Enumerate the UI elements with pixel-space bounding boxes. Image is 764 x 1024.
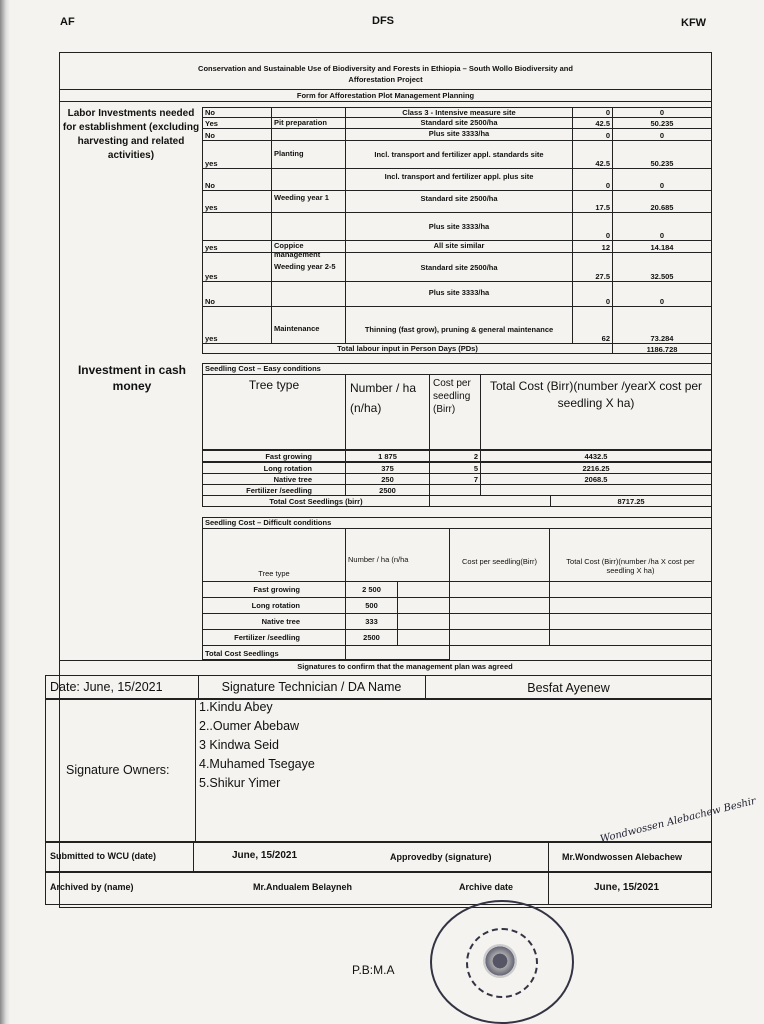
labor-description: Plus site 3333/ha [345, 281, 573, 307]
labor-description: All site similar [345, 240, 573, 253]
difficult-header-cost: Cost per seedling(Birr) [449, 528, 550, 582]
approved-label: Approvedby (signature) [390, 852, 492, 862]
labor-flag: No [202, 107, 272, 118]
difficult-total-blank [345, 645, 450, 660]
labor-description: Standard site 2500/ha [345, 252, 573, 282]
labor-flag [202, 212, 272, 241]
labor-activity: Maintenance [271, 306, 346, 344]
labor-activity: Pit preparation [271, 117, 346, 129]
submitted-date: June, 15/2021 [232, 850, 298, 861]
footer-initials: P.B:M.A [352, 963, 395, 977]
labor-value-total: 0 [612, 107, 712, 118]
owner-name: 5.Shikur Yimer [199, 776, 281, 790]
easy-number: 2500 [345, 484, 430, 496]
labor-flag: yes [202, 240, 272, 253]
labor-value-total: 32.505 [612, 252, 712, 282]
difficult-total [549, 613, 712, 630]
labor-value-total: 0 [612, 281, 712, 307]
labor-value-pd: 27.5 [572, 252, 613, 282]
easy-cost: 7 [429, 473, 481, 485]
easy-total-value: 8717.25 [550, 495, 712, 507]
difficult-tree-type: Fast growing [202, 581, 346, 598]
easy-tree-type: Native tree [202, 473, 346, 485]
easy-total-blank [429, 495, 551, 507]
total-labour-value: 1186.728 [612, 343, 712, 354]
labor-value-pd: 42.5 [572, 117, 613, 129]
labor-value-pd: 0 [572, 107, 613, 118]
difficult-number: 2500 [345, 629, 398, 646]
difficult-number: 2 500 [345, 581, 398, 598]
labor-value-pd: 0 [572, 128, 613, 141]
labor-value-pd: 17.5 [572, 190, 613, 213]
labor-flag: Yes [202, 117, 272, 129]
difficult-total [549, 597, 712, 614]
labor-value-total: 14.184 [612, 240, 712, 253]
approved-name: Mr.Wondwossen Alebachew [562, 852, 683, 862]
labor-value-total: 0 [612, 168, 712, 191]
labor-description: Incl. transport and fertilizer appl. standards site [345, 140, 573, 169]
easy-total-label: Total Cost Seedlings (birr) [202, 495, 430, 507]
difficult-total-label: Total Cost Seedlings [202, 645, 346, 660]
labor-value-total: 73.284 [612, 306, 712, 344]
stamp-emblem [483, 944, 517, 978]
cash-investment-label: Investment in cash money [77, 363, 187, 393]
difficult-blank [397, 613, 450, 630]
archived-label: Archived by (name) [50, 882, 134, 892]
labor-value-total: 50.235 [612, 117, 712, 129]
easy-cost: 2 [429, 450, 481, 462]
submitted-label: Submitted to WCU (date) [50, 851, 156, 861]
archive-date: June, 15/2021 [594, 882, 660, 893]
easy-number: 250 [345, 473, 430, 485]
archived-name: Mr.Andualem Belayneh [253, 882, 353, 892]
difficult-number: 333 [345, 613, 398, 630]
owner-name: 4.Muhamed Tsegaye [199, 757, 315, 771]
labor-flag: yes [202, 190, 272, 213]
labor-activity [271, 168, 346, 191]
difficult-header-total: Total Cost (Birr)(number /ha X cost per seedling X ha) [549, 528, 712, 582]
labor-description: Plus site 3333/ha [345, 212, 573, 241]
project-title-1: Conservation and Sustainable Use of Biodiversity and Forests in Ethiopia – South Wollo Biodiversity and [198, 64, 573, 73]
labor-value-pd: 12 [572, 240, 613, 253]
labor-description: Thinning (fast grow), pruning & general maintenance [345, 306, 573, 344]
labor-activity [271, 212, 346, 241]
labor-activity: Coppice management [271, 240, 346, 253]
labor-flag: No [202, 128, 272, 141]
easy-tree-type: Fertilizer /seedling [202, 484, 346, 496]
scan-edge-shadow [0, 0, 10, 1024]
labor-description: Standard site 2500/ha [345, 190, 573, 213]
owner-name: 2..Oumer Abebaw [199, 719, 300, 733]
easy-tree-type: Long rotation [202, 462, 346, 474]
header-left: AF [60, 16, 75, 28]
difficult-header-number: Number / ha (n/ha [345, 528, 450, 582]
difficult-tree-type: Long rotation [202, 597, 346, 614]
difficult-total [549, 581, 712, 598]
header-right: KFW [681, 17, 707, 29]
labor-description: Standard site 2500/ha [345, 117, 573, 129]
labor-flag: yes [202, 252, 272, 282]
difficult-header-type: Tree type [202, 528, 346, 582]
labor-value-total: 0 [612, 212, 712, 241]
labor-investment-label: Labor Investments needed for establishment (excluding harvesting and related activities) [62, 108, 200, 161]
header-center: DFS [372, 15, 394, 27]
date-label: Date: June, 15/2021 [50, 680, 163, 694]
labor-activity [271, 281, 346, 307]
easy-number: 375 [345, 462, 430, 474]
labor-value-pd: 0 [572, 281, 613, 307]
easy-header-number: Number / ha (n/ha) [345, 374, 430, 450]
technician-label: Signature Technician / DA Name [221, 680, 402, 694]
labor-value-pd: 42.5 [572, 140, 613, 169]
difficult-total [549, 629, 712, 646]
easy-total: 2068.5 [480, 473, 712, 485]
easy-header-cost: Cost per seedling (Birr) [429, 374, 481, 450]
easy-header-total: Total Cost (Birr)(number /yearX cost per seedling X ha) [480, 374, 712, 450]
labor-description: Class 3 - Intensive measure site [345, 107, 573, 118]
labor-activity: Weeding year 2-5 [271, 252, 346, 282]
difficult-blank [397, 597, 450, 614]
easy-total: 4432.5 [480, 450, 712, 462]
difficult-tree-type: Native tree [202, 613, 346, 630]
labor-value-pd: 0 [572, 212, 613, 241]
labor-value-total: 20.685 [612, 190, 712, 213]
difficult-cost [449, 597, 550, 614]
archive-date-label: Archive date [459, 882, 514, 892]
easy-total: 2216.25 [480, 462, 712, 474]
labor-flag: No [202, 168, 272, 191]
owners-label: Signature Owners: [66, 763, 170, 777]
owner-name: 3 Kindwa Seid [199, 738, 279, 752]
difficult-caption: Seedling Cost – Difficult conditions [202, 517, 712, 529]
approver-signature: Wondwossen Alebachew Beshir [599, 795, 758, 846]
labor-description: Incl. transport and fertilizer appl. plus site [345, 168, 573, 191]
signatures-caption: Signatures to confirm that the management plan was agreed [297, 662, 513, 671]
difficult-number: 500 [345, 597, 398, 614]
difficult-cost [449, 581, 550, 598]
labor-flag: yes [202, 306, 272, 344]
labor-activity: Weeding year 1 [271, 190, 346, 213]
easy-tree-type: Fast growing [202, 450, 346, 462]
labor-flag: yes [202, 140, 272, 169]
total-labour-label: Total labour input in Person Days (PDs) [202, 343, 613, 354]
labor-value-total: 0 [612, 128, 712, 141]
difficult-cost [449, 629, 550, 646]
owner-name: 1.Kindu Abey [199, 700, 273, 714]
difficult-blank [397, 629, 450, 646]
labor-description: Plus site 3333/ha [345, 128, 573, 141]
labor-flag: No [202, 281, 272, 307]
easy-cost: 5 [429, 462, 481, 474]
project-title-2: Afforestation Project [348, 75, 423, 84]
difficult-blank [397, 581, 450, 598]
difficult-cost [449, 613, 550, 630]
labor-activity: Planting [271, 140, 346, 169]
labor-value-pd: 62 [572, 306, 613, 344]
difficult-tree-type: Fertilizer /seedling [202, 629, 346, 646]
labor-value-total: 50.235 [612, 140, 712, 169]
easy-header-type: Tree type [202, 374, 346, 450]
easy-number: 1 875 [345, 450, 430, 462]
easy-caption: Seedling Cost – Easy conditions [202, 363, 712, 374]
form-title: Form for Afforestation Plot Management Planning [296, 91, 475, 100]
technician-name: Besfat Ayenew [527, 681, 610, 695]
labor-value-pd: 0 [572, 168, 613, 191]
